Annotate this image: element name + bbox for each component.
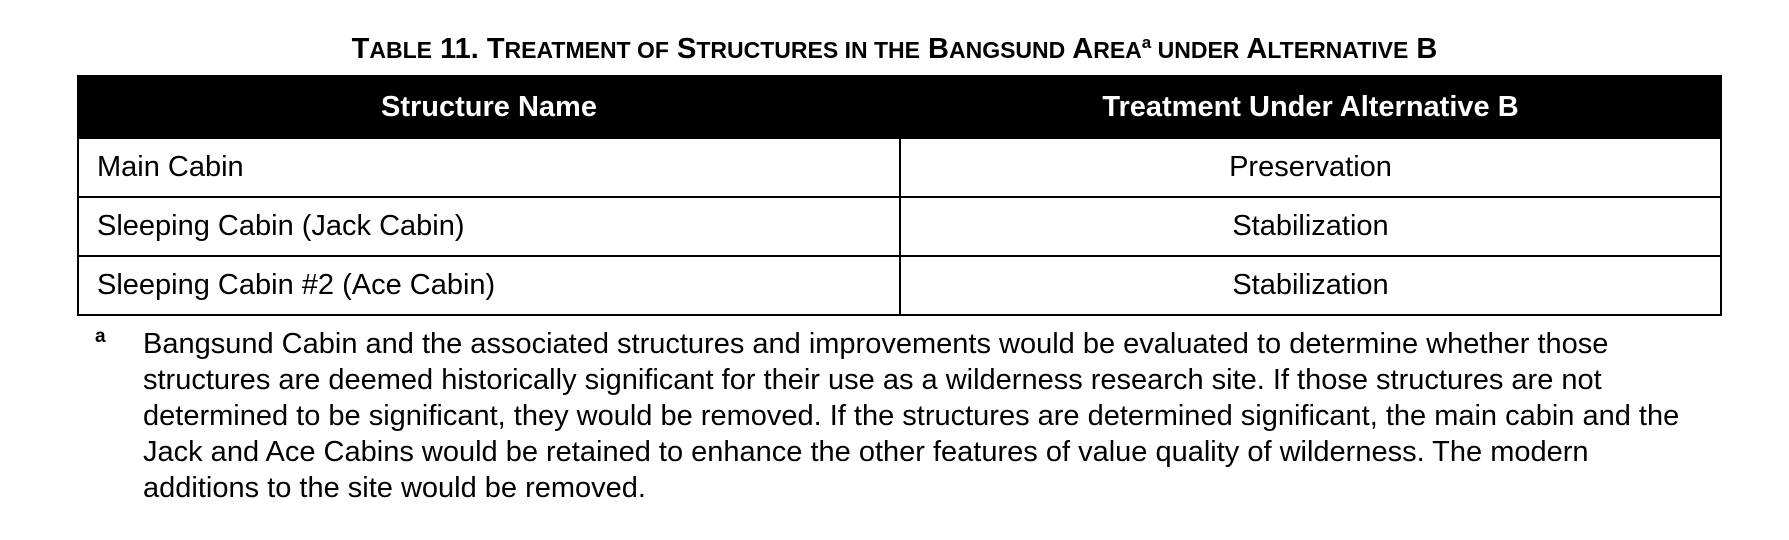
caption-part: ANGSUND [948,37,1066,63]
caption-part: T [351,33,370,65]
caption-part: TRUCTURES IN THE [696,37,920,63]
structure-name-cell: Main Cabin [78,138,900,197]
table-caption [0,33,1789,66]
caption-part: LTERNATIVE [1267,37,1409,63]
footnote-marker: a [95,326,106,347]
table-header-row [78,76,1721,138]
table-row [78,138,1721,197]
treatment-cell: Stabilization [900,197,1721,256]
caption-part: A [1065,33,1094,65]
caption-part: B [919,33,949,65]
caption-part: UNDER [1151,37,1240,63]
treatment-cell: Preservation [900,138,1721,197]
caption-footnote-marker: a [1141,33,1152,52]
structure-name-cell: Sleeping Cabin (Jack Cabin) [78,197,900,256]
structure-name-cell: Sleeping Cabin #2 (Ace Cabin) [78,256,900,315]
caption-part: 11. [432,33,487,65]
structures-table [77,75,1722,316]
table-row [78,197,1721,256]
caption-part: T [486,33,505,65]
caption-part: REATMENT OF [504,37,669,63]
caption-part: A [1239,33,1268,65]
table-footnote [95,326,1695,506]
caption-part: REA [1093,37,1142,63]
caption-part: B [1408,33,1438,65]
header-treatment: Treatment Under Alternative B [900,76,1721,138]
header-structure-name: Structure Name [78,76,900,138]
footnote-text: Bangsund Cabin and the associated structures and improvements would be evaluated to determine whether those structures are deemed historically significant for their use as a wilderness research site. If those structures are not determined to be significant, they would be removed. If the structures are determined significant, the main cabin and the Jack and Ace Cabins would be retained to enhance the other features of value quality of wilderness. The modern additions to the site would be removed. [143,328,1680,504]
caption-part: ABLE [369,37,432,63]
treatment-cell: Stabilization [900,256,1721,315]
caption-part: S [668,33,697,65]
table-row [78,256,1721,315]
